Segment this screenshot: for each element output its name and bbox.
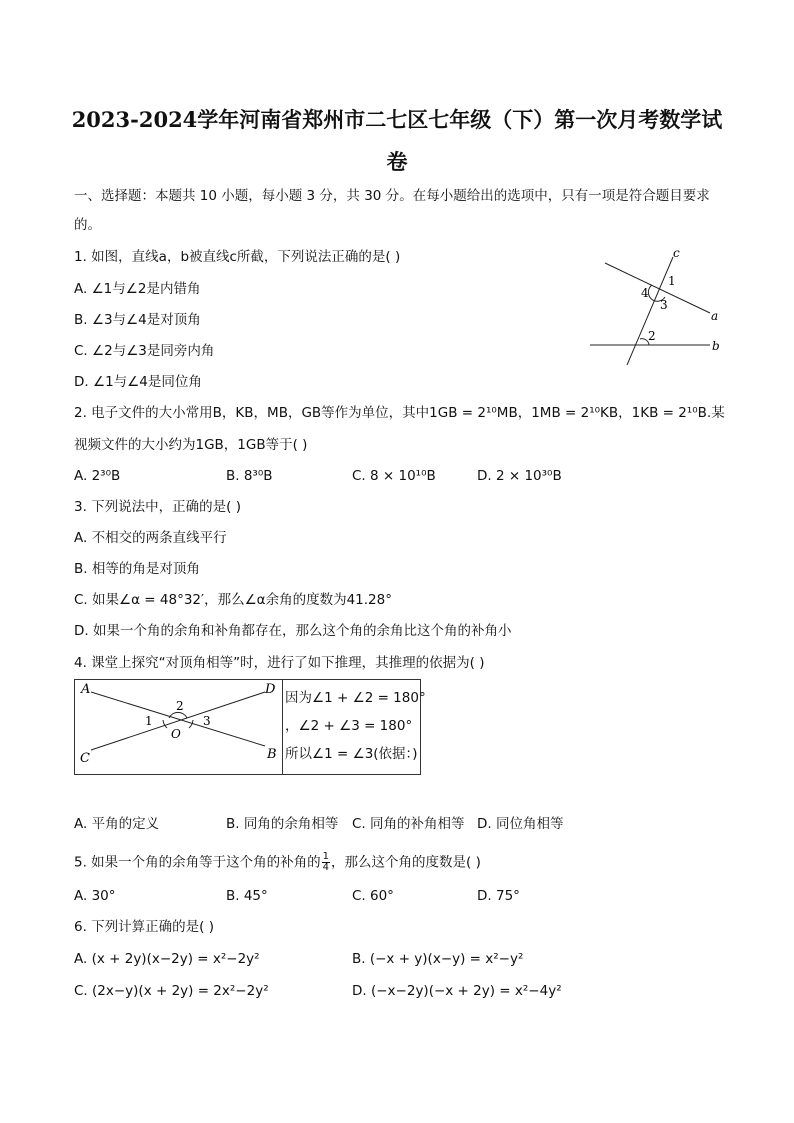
label-4: 4	[641, 286, 649, 300]
label-C: C	[80, 751, 90, 766]
q5-stem-pre: 5. 如果一个角的余角等于这个角的补角的	[74, 854, 321, 871]
line-a	[605, 263, 710, 313]
q5-fraction	[322, 852, 330, 873]
q1-option-c: C. ∠2与∠3是同旁内角	[74, 343, 215, 359]
q3-option-b: B. 相等的角是对顶角	[74, 561, 200, 577]
q4-option-a: A. 平角的定义	[74, 816, 160, 832]
q5-frac-den: 4	[322, 862, 330, 873]
q4-reason-3: 所以∠1 = ∠3(依据：)	[285, 746, 418, 762]
page-title-line1: 2023-2024学年河南省郑州市二七区七年级（下）第一次月考数学试	[71, 107, 723, 132]
q2-option-a: A. 2³⁰B	[74, 468, 121, 484]
q4-stem: 4. 课堂上探究“对顶角相等”时，进行了如下推理，其推理的依据为( )	[74, 655, 485, 671]
q3-option-c: C. 如果∠α = 48°32′，那么∠α余角的度数为41.28°	[74, 592, 392, 608]
q3-stem: 3. 下列说法中，正确的是( )	[74, 499, 241, 515]
section-instructions: 一、选择题：本题共 10 小题，每小题 3 分，共 30 分。在每小题给出的选项中，只有一项是符合题目要求	[74, 188, 710, 204]
q1-option-d: D. ∠1与∠4是同位角	[74, 374, 202, 390]
label-3: 3	[660, 298, 668, 312]
q5-option-a: A. 30°	[74, 888, 116, 904]
q4-reason-1: 因为∠1 + ∠2 = 180°	[285, 690, 426, 706]
q1-figure	[585, 245, 735, 370]
q5-option-d: D. 75°	[477, 888, 520, 904]
label-2: 2	[176, 699, 184, 713]
q5-option-b: B. 45°	[226, 888, 268, 904]
section-instructions-cont: 的。	[74, 217, 101, 233]
q2-option-d: D. 2 × 10³⁰B	[477, 468, 562, 484]
q4-option-b: B. 同角的余角相等	[226, 816, 339, 832]
q4-reason-2: ，∠2 + ∠3 = 180°	[285, 718, 413, 734]
label-b: b	[712, 339, 720, 353]
q6-option-c: C. (2x−y)(x + 2y) = 2x²−2y²	[74, 983, 269, 999]
q2-stem: 2. 电子文件的大小常用B，KB，MB，GB等作为单位，其中1GB = 2¹⁰MB，1MB = 2¹⁰KB，1KB = 2¹⁰B.某	[74, 405, 725, 421]
label-1: 1	[668, 274, 676, 288]
q1-stem: 1. 如图，直线a，b被直线c所截，下列说法正确的是( )	[74, 249, 401, 265]
q4-option-d: D. 同位角相等	[477, 816, 564, 832]
label-c: c	[673, 246, 680, 260]
q6-option-b: B. (−x + y)(x−y) = x²−y²	[352, 951, 524, 967]
q1-option-b: B. ∠3与∠4是对顶角	[74, 312, 201, 328]
q1-option-a: A. ∠1与∠2是内错角	[74, 281, 201, 297]
label-O: O	[171, 727, 181, 741]
q2-stem-cont: 视频文件的大小约为1GB，1GB等于( )	[74, 437, 308, 453]
label-B: B	[267, 747, 277, 762]
q5-stem-post: ，那么这个角的度数是( )	[331, 854, 481, 871]
q5-option-c: C. 60°	[352, 888, 394, 904]
q4-box-divider	[282, 679, 283, 775]
q5-frac-num: 1	[322, 851, 330, 862]
q6-option-d: D. (−x−2y)(−x + 2y) = x²−4y²	[352, 983, 562, 999]
q2-option-b: B. 8³⁰B	[226, 468, 273, 484]
q6-stem: 6. 下列计算正确的是( )	[74, 919, 214, 935]
q3-option-a: A. 不相交的两条直线平行	[74, 530, 227, 546]
q6-option-a: A. (x + 2y)(x−2y) = x²−2y²	[74, 951, 260, 967]
q4-option-c: C. 同角的补角相等	[352, 816, 465, 832]
label-A: A	[81, 682, 91, 697]
q4-figure	[75, 680, 282, 774]
label-a: a	[711, 309, 719, 323]
q2-option-c: C. 8 × 10¹⁰B	[352, 468, 436, 484]
q3-option-d: D. 如果一个角的余角和补角都存在，那么这个角的余角比这个角的补角小	[74, 623, 512, 639]
label-3: 3	[203, 714, 211, 728]
label-1: 1	[145, 714, 153, 728]
q5-stem	[74, 852, 481, 873]
label-2: 2	[648, 329, 656, 343]
page-title-line2: 卷	[386, 149, 408, 174]
label-D: D	[265, 682, 276, 697]
